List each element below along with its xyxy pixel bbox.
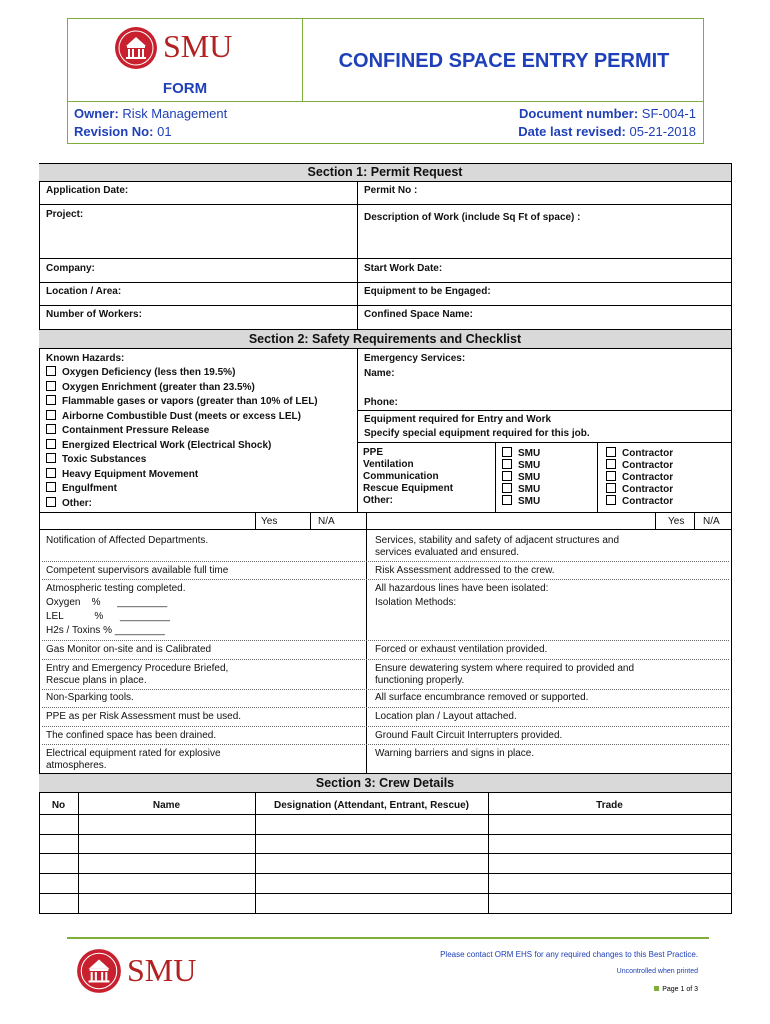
date-value: 05-21-2018: [629, 124, 696, 139]
equip-item-ppe: PPE: [363, 447, 384, 458]
crew-row-line: [39, 893, 731, 894]
checklist-item[interactable]: Warning barriers and signs in place.: [375, 748, 535, 759]
checkbox[interactable]: [606, 495, 616, 505]
date-line: [518, 124, 696, 139]
col-designation-header: Designation (Attendant, Entrant, Rescue): [273, 800, 469, 811]
checkbox[interactable]: [502, 459, 512, 469]
h2s-reading[interactable]: [46, 625, 165, 638]
checklist-item-cont: functioning properly.: [375, 675, 465, 686]
logo-wordmark: SMU: [163, 28, 233, 64]
hazard-label: Flammable gases or vapors (greater than 10% of LEL): [62, 396, 318, 407]
row-line: [42, 640, 729, 641]
checkbox[interactable]: [606, 483, 616, 493]
special-equip-label: Specify special equipment required for this job.: [364, 428, 590, 439]
checklist-item[interactable]: Location plan / Layout attached.: [375, 711, 517, 722]
footer-uncontrolled: Uncontrolled when printed: [616, 968, 698, 975]
application-date-field[interactable]: Application Date:: [46, 185, 129, 196]
equip-divider: [357, 410, 731, 411]
checkbox[interactable]: [46, 424, 56, 434]
description-field[interactable]: Description of Work (include Sq Ft of space) :: [364, 212, 581, 223]
option-label: SMU: [518, 496, 541, 507]
checkbox[interactable]: [502, 495, 512, 505]
equip-item-other: Other:: [363, 495, 393, 506]
blank-line: _________: [114, 625, 165, 636]
checklist-item[interactable]: Services, stability and safety of adjacent structures and: [375, 535, 620, 546]
row-line: [42, 744, 729, 745]
checklist-item[interactable]: All surface encumbrance removed or supported.: [375, 692, 589, 703]
row-line: [42, 726, 729, 727]
lel-label: LEL: [46, 611, 64, 622]
hazard-label: Toxic Substances: [62, 454, 147, 465]
hazard-label: Airborne Combustible Dust (meets or excess LEL): [62, 410, 301, 422]
section1-title: Section 1: Permit Request: [39, 163, 731, 182]
hazard-label: Heavy Equipment Movement: [62, 468, 199, 480]
revision-line: [74, 124, 172, 139]
checkbox[interactable]: [46, 381, 56, 391]
option-label: Contractor: [622, 460, 674, 471]
docnum-label: Document number:: [519, 106, 639, 121]
hazard-item[interactable]: [46, 366, 235, 381]
s1-row-line: [39, 305, 731, 306]
checkbox[interactable]: [606, 447, 616, 457]
workers-field[interactable]: Number of Workers:: [46, 309, 142, 320]
contractor-option[interactable]: [606, 471, 673, 483]
hazard-label: Energized Electrical Work (Electrical Shock): [62, 439, 272, 451]
revision-label: Revision No:: [74, 124, 154, 139]
checklist-item[interactable]: Ground Fault Circuit Interrupters provided.: [375, 730, 563, 741]
checklist-middle-divider: [366, 512, 367, 773]
location-field[interactable]: Location / Area:: [46, 286, 122, 297]
checkbox[interactable]: [46, 366, 56, 376]
s1-row-line: [39, 258, 731, 259]
docnum-value: SF-004-1: [641, 106, 696, 121]
crew-row-line: [39, 814, 731, 815]
option-label: SMU: [518, 448, 541, 459]
checkbox[interactable]: [502, 483, 512, 493]
footer-contact: Please contact ORM EHS for any required changes to this Best Practice.: [440, 950, 698, 959]
s1-row-line: [39, 282, 731, 283]
equip-col-divider: [495, 442, 496, 512]
na-header: N/A: [318, 516, 335, 527]
crew-row-line: [39, 853, 731, 854]
checklist-item-cont: services evaluated and ensured.: [375, 547, 519, 558]
equip-table-top: [357, 442, 731, 443]
company-field[interactable]: Company:: [46, 263, 95, 274]
hazard-item[interactable]: [46, 410, 301, 425]
checkbox[interactable]: [46, 482, 56, 492]
checkbox[interactable]: [606, 471, 616, 481]
checklist-header-bottom: [39, 529, 731, 530]
checkbox[interactable]: [46, 497, 56, 507]
checkbox[interactable]: [46, 395, 56, 405]
emergency-services-label: Emergency Services:: [364, 353, 466, 364]
footer-logo-wordmark: SMU: [127, 952, 197, 988]
checklist-header-divider: [694, 512, 695, 529]
smu-logo: [113, 26, 263, 70]
hazard-label: Oxygen Deficiency (less then 19.5%): [62, 367, 236, 378]
known-hazards-label: Known Hazards:: [46, 353, 125, 364]
yes-header: Yes: [668, 516, 685, 527]
checklist-item[interactable]: Notification of Affected Departments.: [46, 535, 209, 546]
crew-row-line: [39, 834, 731, 835]
hazard-label: Containment Pressure Release: [62, 425, 210, 436]
hazard-item[interactable]: [46, 497, 92, 512]
owner-value: Risk Management: [122, 106, 228, 121]
checklist-item[interactable]: The confined space has been drained.: [46, 730, 217, 741]
checkbox[interactable]: [502, 471, 512, 481]
checklist-item[interactable]: Gas Monitor on-site and is Calibrated: [46, 644, 212, 655]
checklist-item[interactable]: Competent supervisors available full time: [46, 565, 229, 576]
smu-option[interactable]: [502, 447, 540, 459]
crew-row-line: [39, 873, 731, 874]
revision-value: 01: [157, 124, 172, 139]
permit-no-field[interactable]: Permit No :: [364, 185, 418, 196]
smu-seal-icon: [113, 26, 159, 70]
checkbox[interactable]: [46, 439, 56, 449]
hazard-item[interactable]: [46, 395, 318, 410]
checklist-item[interactable]: Non-Sparking tools.: [46, 692, 134, 703]
start-work-date-field[interactable]: Start Work Date:: [364, 263, 443, 274]
project-field[interactable]: Project:: [46, 209, 84, 220]
bullet-icon: [654, 986, 659, 991]
option-label: Contractor: [622, 448, 674, 459]
col-name-header: Name: [152, 800, 181, 811]
form-label: FORM: [162, 80, 208, 97]
emergency-name-field[interactable]: Name:: [364, 368, 395, 379]
checkbox[interactable]: [46, 410, 56, 420]
section2-title: Section 2: Safety Requirements and Checklist: [39, 329, 731, 349]
blank-line: _________: [119, 611, 170, 622]
smu-option[interactable]: [502, 459, 540, 471]
option-label: Contractor: [622, 496, 674, 507]
option-label: SMU: [518, 460, 541, 471]
s1-row-line: [39, 204, 731, 205]
hazard-item[interactable]: [46, 468, 198, 483]
contractor-option[interactable]: [606, 447, 673, 459]
hazard-item[interactable]: [46, 439, 271, 454]
hazard-label: Oxygen Enrichment (greater than 23.5%): [62, 381, 255, 393]
checklist-item-cont: atmospheres.: [46, 760, 107, 771]
pct: %: [91, 597, 101, 608]
h2s-label: H2s / Toxins: [46, 625, 101, 636]
owner-line: [74, 106, 227, 121]
hazard-item[interactable]: [46, 424, 209, 439]
smu-option[interactable]: [502, 495, 540, 507]
checklist-header-divider: [655, 512, 656, 529]
emergency-phone-field[interactable]: Phone:: [364, 397, 398, 408]
header-divider-horizontal: [67, 101, 703, 102]
section2-top-divider: [357, 348, 358, 512]
footer-rule: [67, 937, 709, 939]
hazard-label: Other:: [62, 497, 92, 509]
yes-header: Yes: [261, 516, 278, 527]
page-number: Page 1 of 3: [662, 986, 698, 993]
equip-item-communication: Communication: [363, 471, 439, 482]
checklist-header-divider: [310, 512, 311, 529]
section3-title: Section 3: Crew Details: [39, 773, 731, 793]
row-line: [42, 561, 729, 562]
checklist-item[interactable]: PPE as per Risk Assessment must be used.: [46, 711, 242, 722]
checklist-item[interactable]: Forced or exhaust ventilation provided.: [375, 644, 548, 655]
checklist-item-cont: Rescue plans in place.: [46, 675, 147, 686]
footer-page: [654, 986, 698, 993]
space-name-field[interactable]: Confined Space Name:: [364, 309, 473, 320]
smu-option[interactable]: [502, 471, 540, 483]
equipment-engaged-field[interactable]: Equipment to be Engaged:: [364, 286, 491, 297]
date-label: Date last revised:: [518, 124, 626, 139]
col-no-header: No: [51, 800, 66, 811]
checklist-item[interactable]: Atmospheric testing completed.: [46, 583, 186, 594]
checklist-item[interactable]: Ensure dewatering system where required to provided and: [375, 663, 635, 674]
blank-line: _________: [117, 597, 168, 608]
checkbox[interactable]: [502, 447, 512, 457]
equip-required-label: Equipment required for Entry and Work: [364, 414, 552, 425]
checkbox[interactable]: [606, 459, 616, 469]
form-border-right: [731, 163, 732, 914]
oxygen-reading[interactable]: [46, 597, 167, 610]
checklist-header-divider: [255, 512, 256, 529]
isolation-methods[interactable]: Isolation Methods:: [375, 597, 457, 608]
hazard-item[interactable]: [46, 381, 255, 396]
contractor-option[interactable]: [606, 483, 673, 495]
smu-seal-icon: [75, 948, 123, 994]
hazard-label: Engulfment: [62, 483, 117, 494]
option-label: SMU: [518, 472, 541, 483]
option-label: Contractor: [622, 472, 674, 483]
owner-label: Owner:: [74, 106, 119, 121]
lel-reading[interactable]: [46, 611, 170, 624]
row-line: [42, 659, 729, 660]
form-border-bottom: [39, 913, 732, 914]
row-line: [42, 689, 729, 690]
option-label: Contractor: [622, 484, 674, 495]
oxygen-label: Oxygen: [46, 597, 81, 608]
option-label: SMU: [518, 484, 541, 495]
checkbox[interactable]: [46, 453, 56, 463]
equip-item-rescue: Rescue Equipment: [363, 483, 454, 494]
checklist-item[interactable]: All hazardous lines have been isolated:: [375, 583, 549, 594]
equip-item-ventilation: Ventilation: [363, 459, 414, 470]
row-line: [42, 707, 729, 708]
docnum-line: [519, 106, 696, 121]
page-title: CONFINED SPACE ENTRY PERMIT: [338, 50, 670, 72]
hazard-item[interactable]: [46, 453, 146, 468]
footer-logo: [75, 948, 235, 996]
na-header: N/A: [703, 516, 720, 527]
pct: %: [94, 611, 104, 622]
checklist-item[interactable]: Electrical equipment rated for explosive: [46, 748, 221, 759]
equip-col-divider: [597, 442, 598, 512]
hazard-item[interactable]: [46, 482, 117, 497]
checklist-top: [39, 512, 731, 513]
checklist-item[interactable]: Risk Assessment addressed to the crew.: [375, 565, 555, 576]
contractor-option[interactable]: [606, 495, 673, 507]
checkbox[interactable]: [46, 468, 56, 478]
col-trade-header: Trade: [596, 800, 623, 811]
smu-option[interactable]: [502, 483, 540, 495]
row-line: [42, 579, 729, 580]
checklist-item[interactable]: Entry and Emergency Procedure Briefed,: [46, 663, 229, 674]
contractor-option[interactable]: [606, 459, 673, 471]
pct: %: [103, 625, 112, 636]
